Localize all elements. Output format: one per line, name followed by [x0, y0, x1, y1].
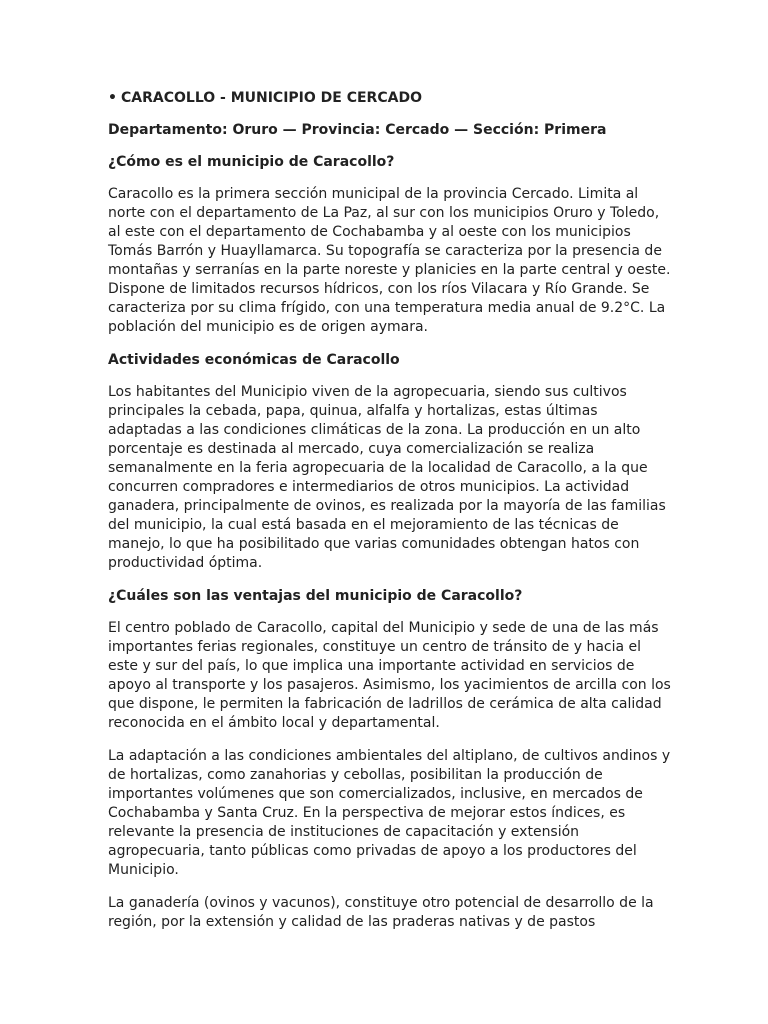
bullet-icon: • [108, 90, 117, 106]
section-heading: ¿Cómo es el municipio de Caracollo? [108, 154, 395, 170]
section-paragraph: El centro poblado de Caracollo, capital del Municipio y sede de una de las más importantes ferias regionales, constituye un centro de tránsito de y hacia el este y sur del país, lo que implica una importante actividad en servicios de apoyo al transporte y los pasajeros. Asimismo, los yacimientos de arcilla con los que dispone, le permiten la fabricación de ladrillos de cerámica de alta calidad reconocida en el ámbito local y departamental. [108, 620, 671, 731]
section-heading: Actividades económicas de Caracollo [108, 352, 400, 368]
section-paragraph: La adaptación a las condiciones ambientales del altiplano, de cultivos andinos y de hortalizas, como zanahorias y cebollas, posibilitan la producción de importantes volúmenes que son comercializados, inclusive, en mercados de Cochabamba y Santa Cruz. En la perspectiva de mejorar estos índices, es relevante la presencia de instituciones de capacitación y extensión agropecuaria, tanto públicas como privadas de apoyo a los productores del Municipio. [108, 748, 671, 878]
section-heading: ¿Cuáles son las ventajas del municipio de Caracollo? [108, 588, 523, 604]
document-title [108, 89, 674, 108]
document-page [108, 89, 674, 946]
section-paragraph: Caracollo es la primera sección municipal de la provincia Cercado. Limita al norte con el departamento de La Paz, al sur con los municipios Oruro y Toledo, al este con el departamento de Cochabamba y al oeste con los municipios Tomás Barrón y Huayllamarca. Su topografía se caracteriza por la presencia de montañas y serranías en la parte noreste y planicies en la parte central y oeste. Dispone de limitados recursos hídricos, con los ríos Vilacara y Río Grande. Se caracteriza por su clima frígido, con una temperatura media anual de 9.2°C. La población del municipio es de origen aymara. [108, 186, 671, 335]
document-subtitle: Departamento: Oruro — Provincia: Cercado — Sección: Primera [108, 122, 607, 138]
document-title-text: CARACOLLO - MUNICIPIO DE CERCADO [121, 90, 422, 106]
section-paragraph: Los habitantes del Municipio viven de la agropecuaria, siendo sus cultivos principales la cebada, papa, quinua, alfalfa y hortalizas, estas últimas adaptadas a las condiciones climáticas de la zona. La producción en un alto porcentaje es destinada al mercado, cuya comercialización se realiza semanalmente en la feria agropecuaria de la localidad de Caracollo, a la que concurren compradores e intermediarios de otros municipios. La actividad ganadera, principalmente de ovinos, es realizada por la mayoría de las familias del municipio, la cual está basada en el mejoramiento de las técnicas de manejo, lo que ha posibilitado que varias comunidades obtengan hatos con productividad óptima. [108, 384, 666, 571]
section-paragraph: La ganadería (ovinos y vacunos), constituye otro potencial de desarrollo de la región, por la extensión y calidad de las praderas nativas y de pastos [108, 895, 654, 930]
